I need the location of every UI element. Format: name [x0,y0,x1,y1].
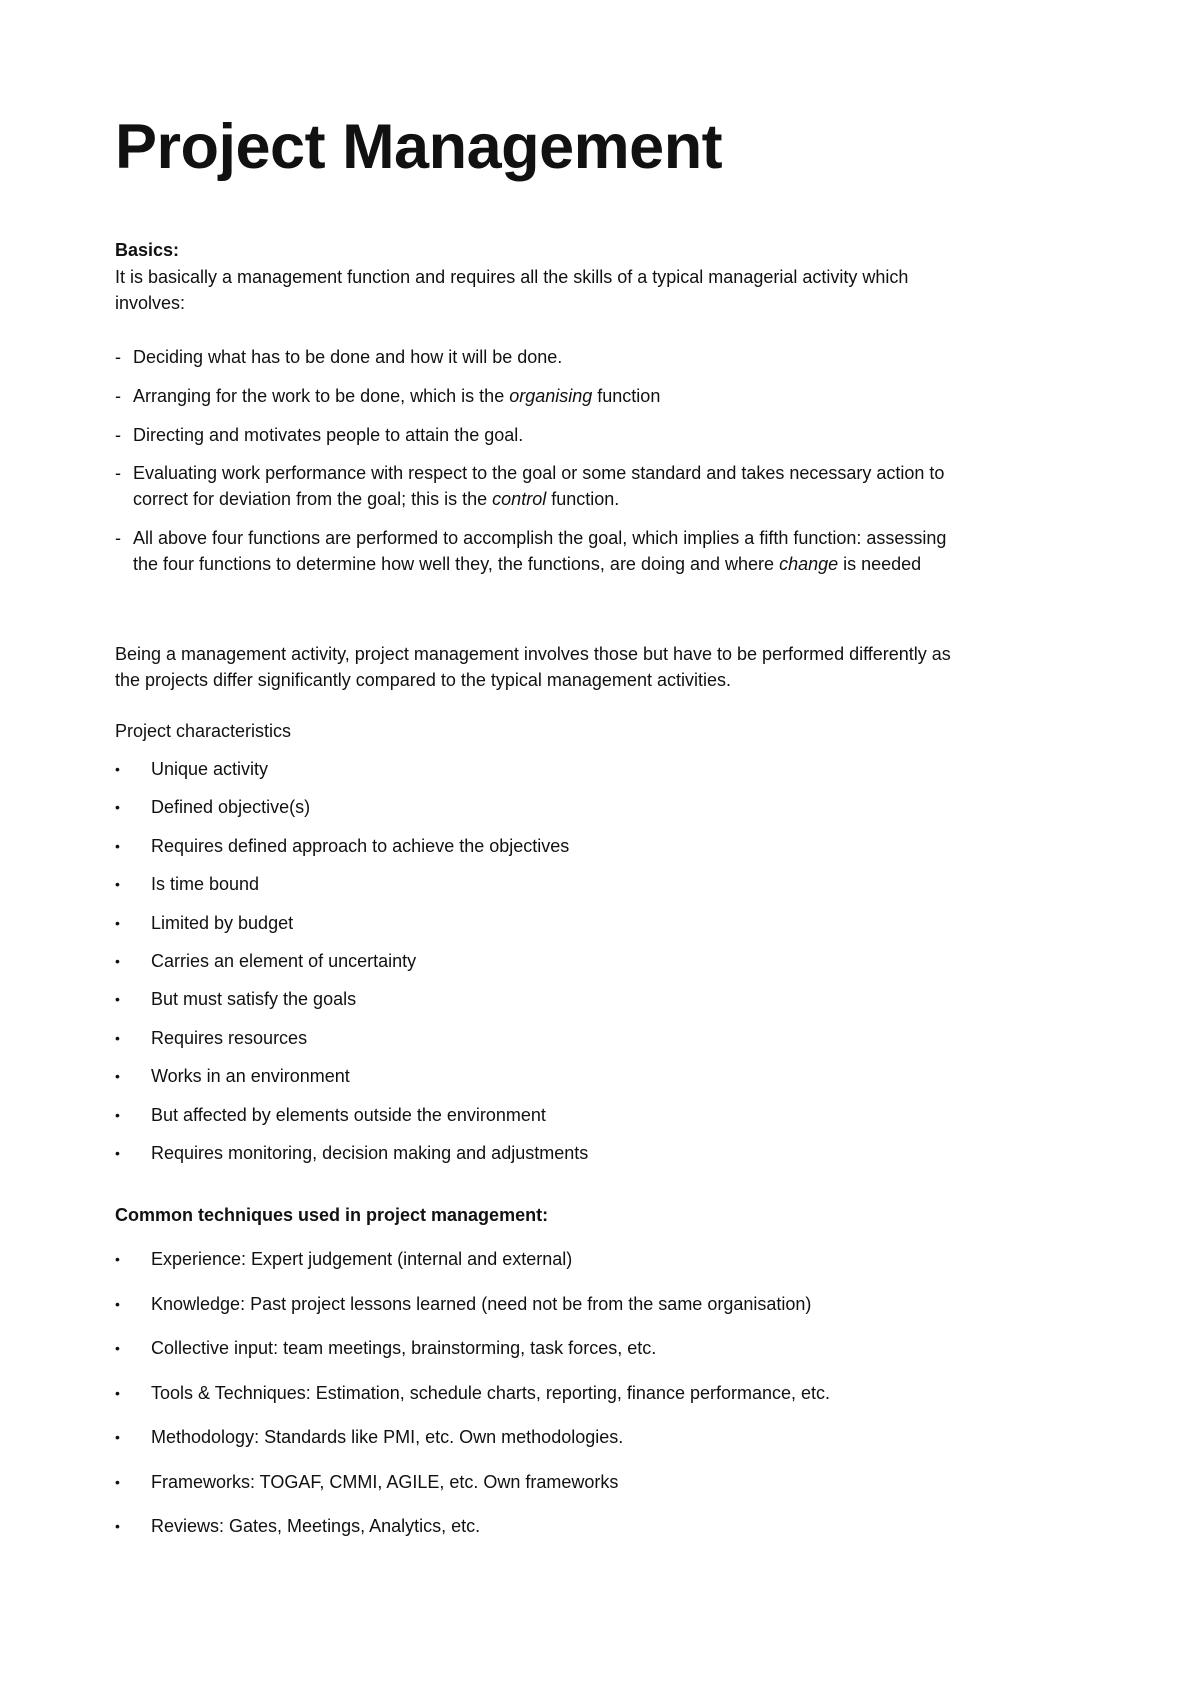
list-item: Tools & Techniques: Estimation, schedule charts, reporting, finance performance, etc. [151,1382,831,1403]
dash-marker: - [115,425,121,445]
being-line1: Being a management activity, project management involves those but have to be performed differently as [115,644,951,664]
basics-item: Deciding what has to be done and how it will be done. [133,347,563,367]
bullet-marker: • [115,837,120,854]
list-item: Knowledge: Past project lessons learned (need not be from the same organisation) [151,1293,812,1314]
basics-item-continued: the four functions to determine how well they, the functions, are doing and where change is needed [133,554,922,574]
being-line2: the projects differ significantly compared to the typical management activities. [115,670,731,690]
bullet-marker: • [115,914,120,931]
basics-item: Directing and motivates people to attain the goal. [133,425,524,445]
emphasis: change [779,554,839,574]
list-item: But must satisfy the goals [151,989,357,1010]
list-item: Unique activity [151,759,269,779]
basics-item: Arranging for the work to be done, which is the organising function [133,386,661,406]
bullet-marker: • [115,876,120,893]
list-item: Collective input: team meetings, brainstorming, task forces, etc. [151,1338,657,1358]
bullet-marker: • [115,799,120,816]
bullet-marker: • [115,761,120,777]
list-item: Methodology: Standards like PMI, etc. Own methodologies. [151,1427,624,1447]
basics-item: All above four functions are performed to accomplish the goal, which implies a fifth function: assessing [133,528,947,548]
bullet-marker: • [115,1145,120,1161]
list-item: Experience: Expert judgement (internal and external) [151,1249,573,1269]
basics-intro-line1: It is basically a management function and requires all the skills of a typical managerial activity which [115,267,909,287]
page-title: Project Management [115,112,723,182]
dash-marker: - [115,528,121,548]
list-item: Requires defined approach to achieve the objectives [151,835,570,856]
bullet-marker: • [115,1106,120,1123]
list-item: Is time bound [151,874,260,895]
list-item: But affected by elements outside the environment [151,1104,546,1125]
bullet-marker: • [115,1340,120,1356]
basics-heading: Basics: [115,240,180,260]
emphasis: control [492,489,547,509]
list-item: Defined objective(s) [151,797,311,818]
bullet-marker: • [115,1068,120,1085]
emphasis: organising [509,386,593,406]
characteristics-heading: Project characteristics [115,721,292,741]
list-item: Limited by budget [151,912,294,933]
bullet-marker: • [115,1384,120,1401]
bullet-marker: • [115,1029,120,1046]
basics-item-continued: correct for deviation from the goal; this is the control function. [133,489,620,509]
list-item: Carries an element of uncertainty [151,951,417,971]
bullet-marker: • [115,1251,120,1267]
list-item: Works in an environment [151,1066,350,1087]
list-item: Requires monitoring, decision making and adjustments [151,1143,589,1163]
dash-marker: - [115,463,121,483]
list-item: Requires resources [151,1027,308,1048]
techniques-heading: Common techniques used in project management: [115,1205,549,1225]
bullet-marker: • [115,991,120,1008]
bullet-marker: • [115,953,120,969]
bullet-marker: • [115,1518,120,1534]
bullet-marker: • [115,1429,120,1445]
list-item: Reviews: Gates, Meetings, Analytics, etc. [151,1516,481,1536]
bullet-marker: • [115,1295,120,1312]
basics-intro-line2: involves: [115,293,186,313]
list-item: Frameworks: TOGAF, CMMI, AGILE, etc. Own frameworks [151,1471,619,1492]
basics-item: Evaluating work performance with respect to the goal or some standard and takes necessary action to [133,463,945,483]
dash-marker: - [115,386,121,406]
dash-marker: - [115,347,121,367]
bullet-marker: • [115,1473,120,1490]
